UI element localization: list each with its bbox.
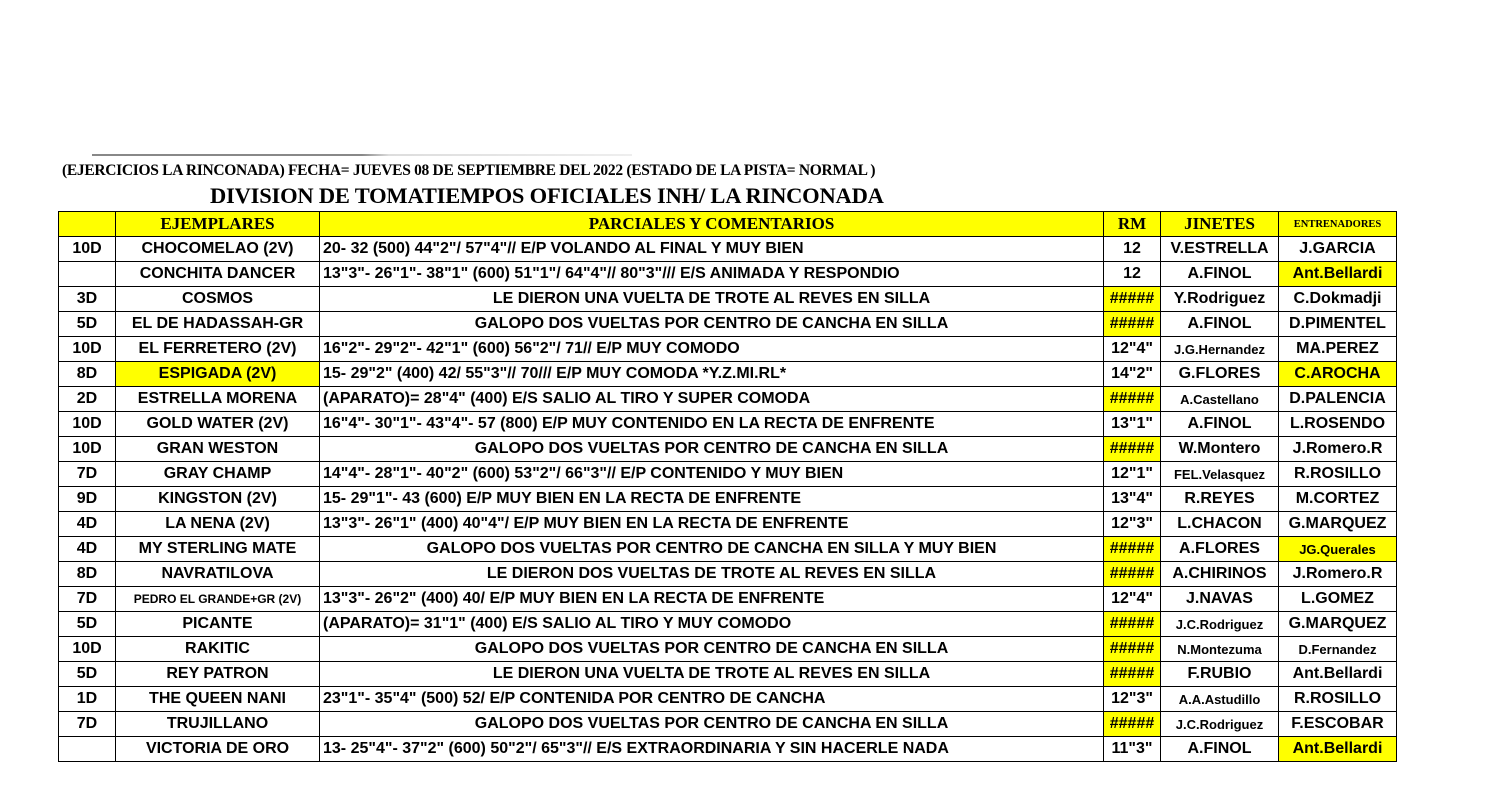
rm-cell: #####	[1104, 562, 1161, 587]
table-row	[59, 462, 1397, 487]
jockey-cell: W.Montero	[1161, 437, 1279, 462]
horse-cell: GRAY CHAMP	[116, 462, 320, 487]
comment-cell: GALOPO DOS VUELTAS POR CENTRO DE CANCHA EN SILLA	[320, 712, 1104, 737]
col-comments: PARCIALES Y COMENTARIOS	[320, 212, 1104, 237]
table-row	[59, 637, 1397, 662]
distance-cell	[59, 737, 116, 762]
jockey-cell: V.ESTRELLA	[1161, 237, 1279, 262]
comment-cell: 13"3"- 26"2" (400) 40/ E/P MUY BIEN EN LA RECTA DE ENFRENTE	[320, 587, 1104, 612]
distance-cell: 10D	[59, 637, 116, 662]
distance-cell: 4D	[59, 512, 116, 537]
comment-cell: 15- 29"2" (400) 42/ 55"3"// 70/// E/P MUY COMODA *Y.Z.MI.RL*	[320, 362, 1104, 387]
horse-cell: THE QUEEN NANI	[116, 687, 320, 712]
rm-cell: 13"1"	[1104, 412, 1161, 437]
trainer-cell: L.ROSENDO	[1279, 412, 1397, 437]
rm-cell: #####	[1104, 387, 1161, 412]
horse-cell: GRAN WESTON	[116, 437, 320, 462]
distance-cell: 7D	[59, 587, 116, 612]
horse-cell: PEDRO EL GRANDE+GR (2V)	[116, 587, 320, 612]
comment-cell: LE DIERON DOS VUELTAS DE TROTE AL REVES EN SILLA	[320, 562, 1104, 587]
jockey-cell: A.CHIRINOS	[1161, 562, 1279, 587]
horse-cell: EL DE HADASSAH-GR	[116, 312, 320, 337]
col-jockeys: JINETES	[1161, 212, 1279, 237]
horse-cell: NAVRATILOVA	[116, 562, 320, 587]
jockey-cell: A.FINOL	[1161, 262, 1279, 287]
jockey-cell: L.CHACON	[1161, 512, 1279, 537]
workout-table	[58, 211, 1397, 762]
jockey-cell: A.A.Astudillo	[1161, 687, 1279, 712]
jockey-cell: A.FINOL	[1161, 312, 1279, 337]
table-row	[59, 262, 1397, 287]
trainer-cell: C.Dokmadji	[1279, 287, 1397, 312]
table-row	[59, 437, 1397, 462]
rm-cell: #####	[1104, 637, 1161, 662]
jockey-cell: FEL.Velasquez	[1161, 462, 1279, 487]
trainer-cell: D.PALENCIA	[1279, 387, 1397, 412]
rm-cell: 11"3"	[1104, 737, 1161, 762]
trainer-cell: G.MARQUEZ	[1279, 512, 1397, 537]
rm-cell: #####	[1104, 537, 1161, 562]
table-row	[59, 287, 1397, 312]
table-row	[59, 412, 1397, 437]
jockey-cell: J.NAVAS	[1161, 587, 1279, 612]
distance-cell: 7D	[59, 462, 116, 487]
table-row	[59, 362, 1397, 387]
distance-cell: 3D	[59, 287, 116, 312]
col-distance	[59, 212, 116, 237]
trainer-cell: G.MARQUEZ	[1279, 612, 1397, 637]
table-row	[59, 237, 1397, 262]
trainer-cell: D.Fernandez	[1279, 637, 1397, 662]
comment-cell: 14"4"- 28"1"- 40"2" (600) 53"2"/ 66"3"// E/P CONTENIDO Y MUY BIEN	[320, 462, 1104, 487]
rm-cell: #####	[1104, 287, 1161, 312]
trainer-cell: R.ROSILLO	[1279, 462, 1397, 487]
trainer-cell: MA.PEREZ	[1279, 337, 1397, 362]
col-rm: RM	[1104, 212, 1161, 237]
table-row	[59, 387, 1397, 412]
jockey-cell: N.Montezuma	[1161, 637, 1279, 662]
distance-cell: 9D	[59, 487, 116, 512]
trainer-cell: JG.Querales	[1279, 537, 1397, 562]
table-row	[59, 587, 1397, 612]
jockey-cell: A.FINOL	[1161, 412, 1279, 437]
comment-cell: 13"3"- 26"1"- 38"1" (600) 51"1"/ 64"4"// 80"3"/// E/S ANIMADA Y RESPONDIO	[320, 262, 1104, 287]
distance-cell: 2D	[59, 387, 116, 412]
horse-cell: ESPIGADA (2V)	[116, 362, 320, 387]
jockey-cell: J.G.Hernandez	[1161, 337, 1279, 362]
horse-cell: MY STERLING MATE	[116, 537, 320, 562]
rm-cell: #####	[1104, 712, 1161, 737]
jockey-cell: A.Castellano	[1161, 387, 1279, 412]
jockey-cell: J.C.Rodriguez	[1161, 612, 1279, 637]
trainer-cell: J.Romero.R	[1279, 562, 1397, 587]
comment-cell: GALOPO DOS VUELTAS POR CENTRO DE CANCHA EN SILLA	[320, 312, 1104, 337]
trainer-cell: C.AROCHA	[1279, 362, 1397, 387]
trainer-cell: Ant.Bellardi	[1279, 262, 1397, 287]
col-horses: EJEMPLARES	[116, 212, 320, 237]
distance-cell: 10D	[59, 237, 116, 262]
distance-cell: 4D	[59, 537, 116, 562]
jockey-cell: G.FLORES	[1161, 362, 1279, 387]
table-row	[59, 662, 1397, 687]
distance-cell: 8D	[59, 362, 116, 387]
comment-cell: LE DIERON UNA VUELTA DE TROTE AL REVES EN SILLA	[320, 287, 1104, 312]
table-header	[59, 212, 1397, 237]
horse-cell: PICANTE	[116, 612, 320, 637]
horse-cell: TRUJILLANO	[116, 712, 320, 737]
comment-cell: 16"2"- 29"2"- 42"1" (600) 56"2"/ 71// E/P MUY COMODO	[320, 337, 1104, 362]
horse-cell: RAKITIC	[116, 637, 320, 662]
table-row	[59, 487, 1397, 512]
horse-cell: VICTORIA DE ORO	[116, 737, 320, 762]
trainer-cell: J.GARCIA	[1279, 237, 1397, 262]
comment-cell: 16"4"- 30"1"- 43"4"- 57 (800) E/P MUY CONTENIDO EN LA RECTA DE ENFRENTE	[320, 412, 1104, 437]
distance-cell: 8D	[59, 562, 116, 587]
trainer-cell: L.GOMEZ	[1279, 587, 1397, 612]
distance-cell: 10D	[59, 412, 116, 437]
table-row	[59, 312, 1397, 337]
comment-cell: GALOPO DOS VUELTAS POR CENTRO DE CANCHA EN SILLA	[320, 637, 1104, 662]
distance-cell: 5D	[59, 612, 116, 637]
trainer-cell: R.ROSILLO	[1279, 687, 1397, 712]
horse-cell: COSMOS	[116, 287, 320, 312]
report-title: DIVISION DE TOMATIEMPOS OFICIALES INH/ LA RINCONADA	[210, 183, 884, 208]
rm-cell: #####	[1104, 312, 1161, 337]
comment-cell: GALOPO DOS VUELTAS POR CENTRO DE CANCHA EN SILLA	[320, 437, 1104, 462]
rm-cell: 12"4"	[1104, 587, 1161, 612]
comment-cell: LE DIERON UNA VUELTA DE TROTE AL REVES EN SILLA	[320, 662, 1104, 687]
jockey-cell: J.C.Rodriguez	[1161, 712, 1279, 737]
jockey-cell: Y.Rodriguez	[1161, 287, 1279, 312]
horse-cell: REY PATRON	[116, 662, 320, 687]
horse-cell: GOLD WATER (2V)	[116, 412, 320, 437]
rm-cell: 13"4"	[1104, 487, 1161, 512]
comment-cell: 15- 29"1"- 43 (600) E/P MUY BIEN EN LA RECTA DE ENFRENTE	[320, 487, 1104, 512]
comment-cell: 23"1"- 35"4" (500) 52/ E/P CONTENIDA POR CENTRO DE CANCHA	[320, 687, 1104, 712]
trainer-cell: M.CORTEZ	[1279, 487, 1397, 512]
comment-cell: (APARATO)= 28"4" (400) E/S SALIO AL TIRO Y SUPER COMODA	[320, 387, 1104, 412]
horse-cell: EL FERRETERO (2V)	[116, 337, 320, 362]
horse-cell: CONCHITA DANCER	[116, 262, 320, 287]
distance-cell: 7D	[59, 712, 116, 737]
rm-cell: 12	[1104, 262, 1161, 287]
trainer-cell: J.Romero.R	[1279, 437, 1397, 462]
decorative-line	[92, 154, 632, 156]
rm-cell: 14"2"	[1104, 362, 1161, 387]
comment-cell: 20- 32 (500) 44"2"/ 57"4"// E/P VOLANDO AL FINAL Y MUY BIEN	[320, 237, 1104, 262]
rm-cell: 12	[1104, 237, 1161, 262]
comment-cell: (APARATO)= 31"1" (400) E/S SALIO AL TIRO Y MUY COMODO	[320, 612, 1104, 637]
rm-cell: 12"4"	[1104, 337, 1161, 362]
rm-cell: #####	[1104, 612, 1161, 637]
trainer-cell: Ant.Bellardi	[1279, 662, 1397, 687]
distance-cell: 1D	[59, 687, 116, 712]
jockey-cell: R.REYES	[1161, 487, 1279, 512]
trainer-cell: D.PIMENTEL	[1279, 312, 1397, 337]
table-row	[59, 687, 1397, 712]
distance-cell: 5D	[59, 312, 116, 337]
distance-cell: 10D	[59, 337, 116, 362]
table-row	[59, 737, 1397, 762]
jockey-cell: A.FINOL	[1161, 737, 1279, 762]
rm-cell: 12"3"	[1104, 687, 1161, 712]
rm-cell: #####	[1104, 437, 1161, 462]
col-trainers: ENTRENADORES	[1279, 212, 1397, 237]
table-row	[59, 612, 1397, 637]
trainer-cell: F.ESCOBAR	[1279, 712, 1397, 737]
table-row	[59, 537, 1397, 562]
jockey-cell: A.FLORES	[1161, 537, 1279, 562]
table-row	[59, 512, 1397, 537]
table-row	[59, 337, 1397, 362]
table-row	[59, 562, 1397, 587]
distance-cell: 10D	[59, 437, 116, 462]
trainer-cell: Ant.Bellardi	[1279, 737, 1397, 762]
comment-cell: 13"3"- 26"1" (400) 40"4"/ E/P MUY BIEN EN LA RECTA DE ENFRENTE	[320, 512, 1104, 537]
jockey-cell: F.RUBIO	[1161, 662, 1279, 687]
distance-cell	[59, 262, 116, 287]
comment-cell: 13- 25"4"- 37"2" (600) 50"2"/ 65"3"// E/S EXTRAORDINARIA Y SIN HACERLE NADA	[320, 737, 1104, 762]
horse-cell: LA NENA (2V)	[116, 512, 320, 537]
horse-cell: ESTRELLA MORENA	[116, 387, 320, 412]
table-row	[59, 712, 1397, 737]
horse-cell: CHOCOMELAO (2V)	[116, 237, 320, 262]
distance-cell: 5D	[59, 662, 116, 687]
horse-cell: KINGSTON (2V)	[116, 487, 320, 512]
rm-cell: 12"1"	[1104, 462, 1161, 487]
rm-cell: 12"3"	[1104, 512, 1161, 537]
comment-cell: GALOPO DOS VUELTAS POR CENTRO DE CANCHA EN SILLA Y MUY BIEN	[320, 537, 1104, 562]
report-subtitle: (EJERCICIOS LA RINCONADA) FECHA= JUEVES 08 DE SEPTIEMBRE DEL 2022 (ESTADO DE LA PISTA= NORMAL )	[62, 162, 876, 179]
rm-cell: #####	[1104, 662, 1161, 687]
